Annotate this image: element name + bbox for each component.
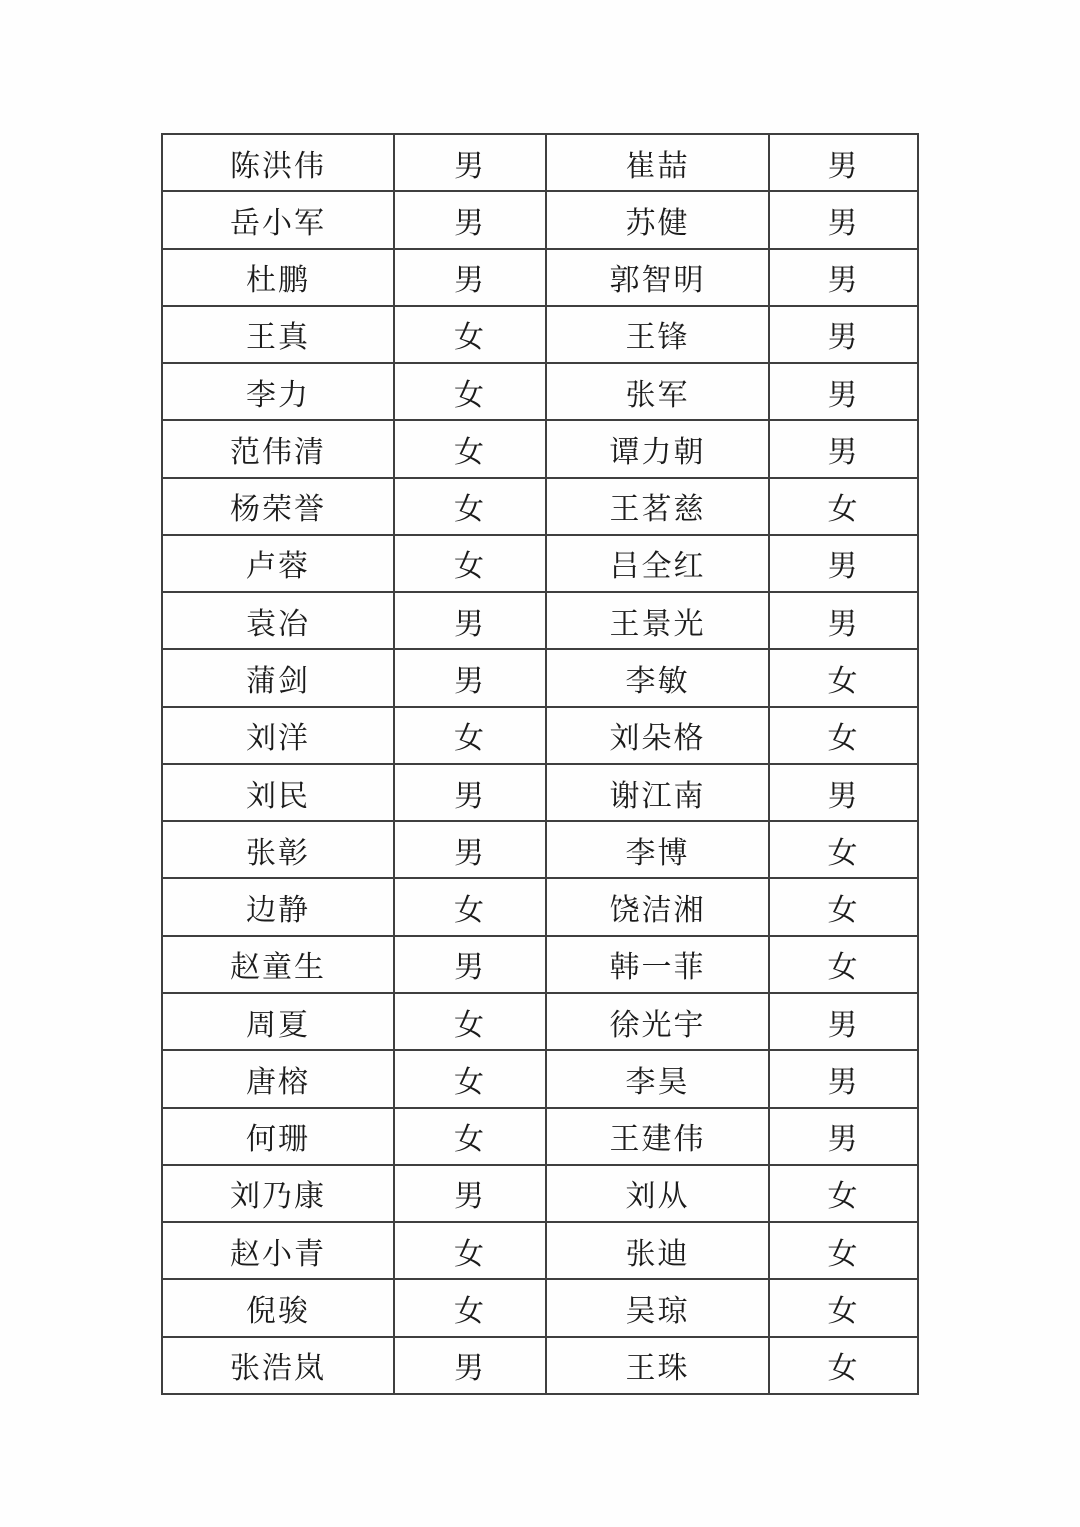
table-row (162, 764, 918, 821)
name-cell: 周夏 (162, 993, 394, 1050)
gender-cell: 男 (394, 134, 546, 191)
name-cell: 刘从 (546, 1165, 769, 1222)
name-cell: 王珠 (546, 1337, 769, 1394)
name-cell: 徐光宇 (546, 993, 769, 1050)
gender-cell: 女 (394, 363, 546, 420)
gender-cell: 女 (769, 1279, 918, 1336)
name-cell: 唐榕 (162, 1050, 394, 1107)
name-cell: 谭力朝 (546, 420, 769, 477)
table-row (162, 592, 918, 649)
name-cell: 李昊 (546, 1050, 769, 1107)
name-cell: 范伟清 (162, 420, 394, 477)
name-cell: 刘民 (162, 764, 394, 821)
table-row (162, 363, 918, 420)
name-cell: 边静 (162, 878, 394, 935)
name-cell: 赵童生 (162, 936, 394, 993)
gender-cell: 女 (769, 936, 918, 993)
gender-cell: 男 (769, 191, 918, 248)
gender-cell: 女 (769, 878, 918, 935)
gender-cell: 女 (769, 1337, 918, 1394)
gender-cell: 女 (769, 649, 918, 706)
table-row (162, 478, 918, 535)
table-row (162, 249, 918, 306)
name-cell: 杨荣誉 (162, 478, 394, 535)
gender-cell: 男 (769, 993, 918, 1050)
gender-cell: 男 (394, 249, 546, 306)
name-cell: 郭智明 (546, 249, 769, 306)
table-row (162, 306, 918, 363)
name-cell: 李敏 (546, 649, 769, 706)
name-cell: 卢蓉 (162, 535, 394, 592)
name-cell: 张军 (546, 363, 769, 420)
name-cell: 李博 (546, 821, 769, 878)
gender-cell: 男 (769, 764, 918, 821)
name-cell: 蒲剑 (162, 649, 394, 706)
gender-cell: 男 (769, 306, 918, 363)
name-cell: 谢江南 (546, 764, 769, 821)
name-cell: 倪骏 (162, 1279, 394, 1336)
gender-cell: 女 (394, 1108, 546, 1165)
table-row (162, 936, 918, 993)
name-cell: 张彰 (162, 821, 394, 878)
gender-cell: 男 (769, 363, 918, 420)
name-cell: 王建伟 (546, 1108, 769, 1165)
gender-cell: 女 (394, 878, 546, 935)
name-cell: 刘洋 (162, 707, 394, 764)
table-row (162, 535, 918, 592)
name-cell: 苏健 (546, 191, 769, 248)
name-cell: 李力 (162, 363, 394, 420)
name-cell: 袁冶 (162, 592, 394, 649)
gender-cell: 男 (769, 420, 918, 477)
name-cell: 刘朵格 (546, 707, 769, 764)
gender-cell: 女 (769, 1222, 918, 1279)
name-cell: 张浩岚 (162, 1337, 394, 1394)
name-cell: 王锋 (546, 306, 769, 363)
gender-cell: 男 (769, 1050, 918, 1107)
gender-cell: 男 (394, 936, 546, 993)
gender-cell: 女 (769, 1165, 918, 1222)
roster-table (161, 133, 919, 1395)
name-cell: 何珊 (162, 1108, 394, 1165)
gender-cell: 女 (769, 707, 918, 764)
gender-cell: 男 (394, 592, 546, 649)
gender-cell: 女 (769, 478, 918, 535)
gender-cell: 男 (394, 1337, 546, 1394)
name-cell: 刘乃康 (162, 1165, 394, 1222)
gender-cell: 女 (394, 478, 546, 535)
name-cell: 王景光 (546, 592, 769, 649)
name-cell: 杜鹏 (162, 249, 394, 306)
table-row (162, 1279, 918, 1336)
gender-cell: 男 (394, 191, 546, 248)
table-row (162, 878, 918, 935)
table-row (162, 1108, 918, 1165)
name-cell: 张迪 (546, 1222, 769, 1279)
table-row (162, 649, 918, 706)
table-row (162, 993, 918, 1050)
name-cell: 韩一菲 (546, 936, 769, 993)
roster-table-body (162, 134, 918, 1394)
table-row (162, 1050, 918, 1107)
table-row (162, 1337, 918, 1394)
gender-cell: 男 (769, 134, 918, 191)
name-cell: 岳小军 (162, 191, 394, 248)
gender-cell: 女 (394, 1279, 546, 1336)
gender-cell: 女 (394, 993, 546, 1050)
name-cell: 崔喆 (546, 134, 769, 191)
gender-cell: 男 (394, 764, 546, 821)
table-row (162, 1165, 918, 1222)
name-cell: 吕全红 (546, 535, 769, 592)
gender-cell: 女 (394, 306, 546, 363)
gender-cell: 男 (769, 249, 918, 306)
gender-cell: 男 (394, 821, 546, 878)
gender-cell: 男 (769, 592, 918, 649)
gender-cell: 女 (394, 535, 546, 592)
name-cell: 吴琼 (546, 1279, 769, 1336)
table-row (162, 134, 918, 191)
gender-cell: 女 (394, 1050, 546, 1107)
gender-cell: 男 (394, 649, 546, 706)
gender-cell: 男 (769, 535, 918, 592)
name-cell: 王真 (162, 306, 394, 363)
name-cell: 王茗慈 (546, 478, 769, 535)
table-row (162, 1222, 918, 1279)
table-row (162, 707, 918, 764)
gender-cell: 女 (394, 420, 546, 477)
table-row (162, 420, 918, 477)
gender-cell: 女 (769, 821, 918, 878)
name-cell: 陈洪伟 (162, 134, 394, 191)
gender-cell: 女 (394, 707, 546, 764)
name-cell: 饶洁湘 (546, 878, 769, 935)
table-row (162, 191, 918, 248)
gender-cell: 女 (394, 1222, 546, 1279)
table-row (162, 821, 918, 878)
gender-cell: 男 (394, 1165, 546, 1222)
name-cell: 赵小青 (162, 1222, 394, 1279)
gender-cell: 男 (769, 1108, 918, 1165)
